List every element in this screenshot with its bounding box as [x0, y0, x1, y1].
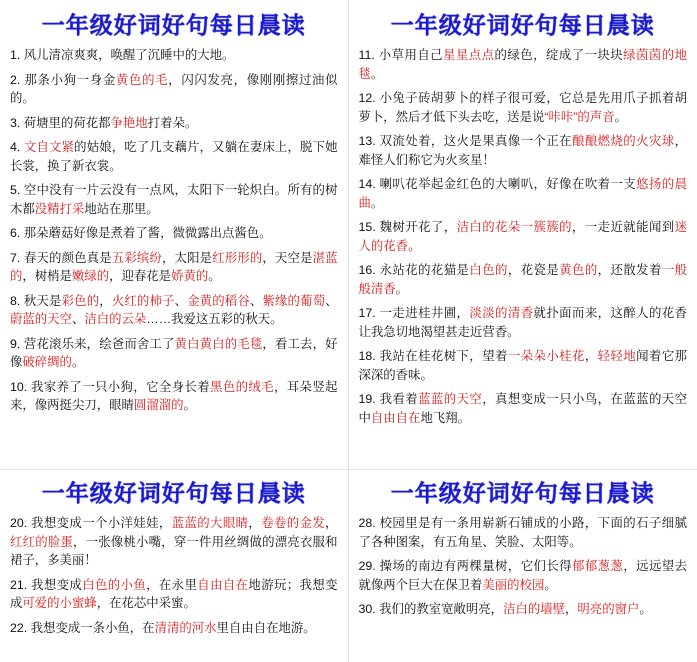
panel-2 — [349, 0, 697, 470]
panel-title: 一年级好词好句每日晨读 — [41, 480, 306, 506]
list-item: 2. 那条小狗一身金黄色的毛，闪闪发亮，像刚刚擦过油似的。 — [10, 72, 338, 105]
list-item: 29. 操场的南边有两棵量树，它们长得郁郁葱葱，远远望去就像两个巨大在保卫着美丽的校园。 — [358, 559, 688, 592]
list-item: 12. 小兔子砖胡萝卜的样子很可爱，它总是先用爪子抓着胡萝卜，然后才低下头去吃，送是说“咔咔”的声音。 — [358, 91, 687, 124]
list-item: 8. 秋天是彩色的，火红的柿子、金黄的稻谷、紫缘的葡萄、蔚蓝的天空、洁白的云朵……我爱这五彩的秋天。 — [10, 293, 338, 326]
list-item: 18. 我站在桂花树下，望着一朵朵小桂花，轻轻地闻着它那深深的香味。 — [358, 349, 688, 382]
list-item: 14. 喇叭花举起金红色的大喇叭，好像在吹着一支悠扬的晨曲。 — [358, 177, 688, 210]
list-item: 28. 校园里是有一条用崭新石铺成的小路，下面的石子细腻了各种图案，有五角星、笑脸、太阳等。 — [358, 516, 687, 549]
list-item: 13. 双流处着，这火是果真像一个正在酿酿燃烧的火灾球，难怪人们称它为火亥星！ — [358, 134, 687, 167]
list-item: 20. 我想变成一个小洋娃娃，蓝蓝的大眼睛，卷卷的金发，红红的脸蛋，一张像桃小嘴，穿一件用丝绸做的漂亮衣服和裙子，多美丽！ — [10, 516, 338, 567]
panel-item-list — [10, 514, 338, 637]
list-item: 6. 那朵蘑菇好像是煮着了酱，微微露出点酱色。 — [10, 226, 272, 240]
list-item: 5. 空中没有一片云没有一点风，太阳下一轮炽白。所有的树木都没精打采地站在那里。 — [10, 183, 338, 216]
list-item: 9. 营花滚乐来，绘爸而舍工了黄白黄白的毛毯，看工去，好像破碎绸的。 — [10, 336, 338, 369]
list-item: 22. 我想变成一条小鱼，在清清的河水里自由自在地游。 — [10, 620, 316, 635]
list-item: 1. 风儿清凉爽爽，唤醒了沉睡中的大地。 — [10, 48, 235, 62]
panel-title: 一年级好词好句每日晨读 — [390, 12, 655, 38]
list-item: 16. 永站花的花猫是白色的，花瓷是黄色的，还散发着一般般清香。 — [358, 263, 688, 296]
panel-item-list — [10, 46, 338, 415]
list-item: 17. 一走进桂井圃，淡淡的清香就扑面而来，这醉人的花香让我急切地渴望甚走近营香。 — [358, 306, 688, 339]
list-item: 30. 我们的教室宽敞明亮，洁白的墙壁，明亮的窗户。 — [358, 602, 652, 616]
list-item: 21. 我想变成白色的小鱼，在永里自由自在地游玩；我想变成可爱的小蜜蜂，在花芯中采蜜。 — [10, 577, 338, 610]
list-item: 10. 我家养了一只小狗，它全身长着黑色的绒毛，耳朵竖起来，像两挺尖刀，眼睛圆溜溜的。 — [10, 379, 338, 412]
list-item: 19. 我看着蓝蓝的天空，真想变成一只小鸟，在蓝蓝的天空中自由自在地飞翔。 — [358, 392, 688, 425]
panel-title: 一年级好词好句每日晨读 — [390, 480, 655, 506]
list-item: 3. 荷塘里的荷花都争艳地打着朵。 — [10, 115, 198, 130]
panel-4 — [349, 470, 697, 662]
panel-1 — [0, 0, 349, 470]
panel-item-list — [359, 46, 688, 427]
list-item: 4. 文自文紧的姑娘，吃了几支藕片，又躺在妻床上，脱下她长裳，换了新衣裳。 — [10, 140, 338, 173]
panel-title: 一年级好词好句每日晨读 — [41, 12, 306, 38]
list-item: 7. 春天的颜色真是五彩缤纷，太阳是红形形的，天空是湛蓝的，树梢是嫩绿的，迎春花是娇黄的。 — [10, 250, 338, 283]
list-item: 11. 小草用自己星星点点的绿色，绽成了一块块绿茵茵的地毯。 — [358, 48, 688, 81]
panel-3 — [0, 470, 349, 662]
list-item: 15. 魏树开花了，洁白的花朵一簇簇的，一走近就能闻到迷人的花香。 — [358, 220, 687, 253]
panel-item-list — [359, 514, 688, 619]
